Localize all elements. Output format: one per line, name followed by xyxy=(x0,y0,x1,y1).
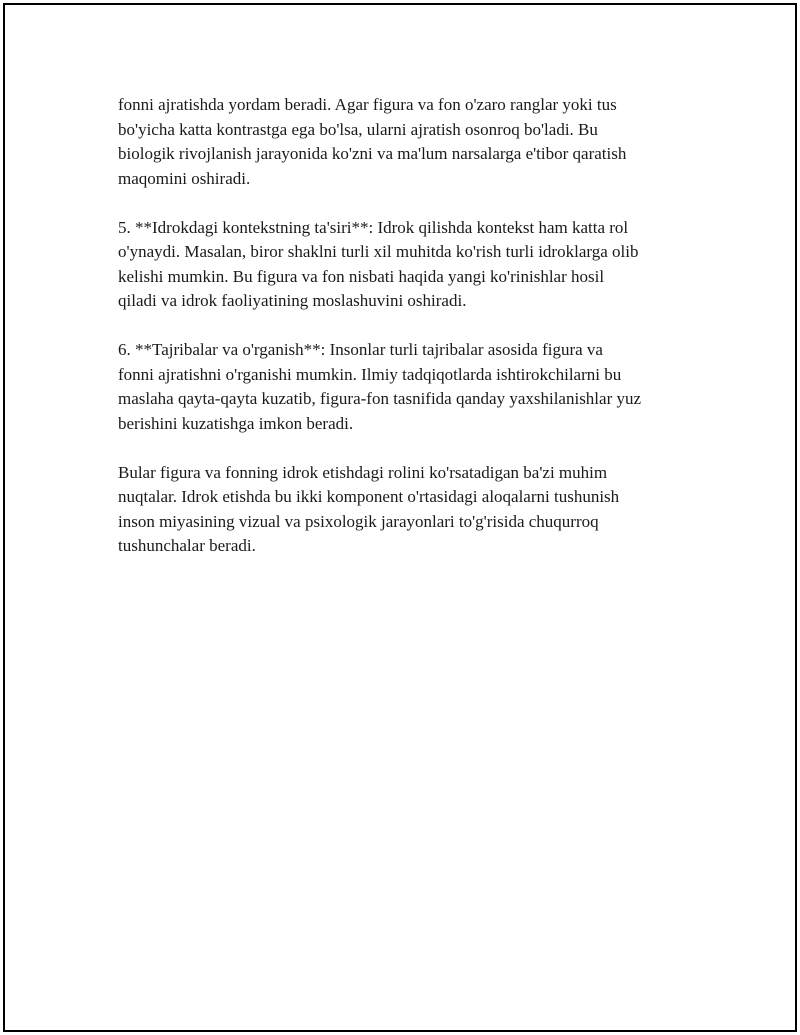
paragraph-4 xyxy=(118,461,698,559)
text-line: qiladi va idrok faoliyatining moslashuvini oshiradi. xyxy=(118,291,467,310)
text-line: maslaha qayta-qayta kuzatib, figura-fon tasnifida qanday yaxshilanishlar yuz xyxy=(118,389,642,408)
text-line: nuqtalar. Idrok etishda bu ikki komponent o'rtasidagi aloqalarni tushunish xyxy=(118,487,620,506)
text-line: 6. **Tajribalar va o'rganish**: Insonlar turli tajribalar asosida figura va xyxy=(118,340,603,359)
paragraph-1 xyxy=(118,93,698,191)
text-line: maqomini oshiradi. xyxy=(118,168,251,188)
text-line: 5. **Idrokdagi kontekstning ta'siri**: Idrok qilishda kontekst ham katta rol xyxy=(118,217,629,237)
text-line: kelishi mumkin. Bu figura va fon nisbati haqida yangi ko'rinishlar hosil xyxy=(118,266,605,286)
text-line: berishini kuzatishga imkon beradi. xyxy=(118,413,354,433)
text-line: fonni ajratishda yordam beradi. Agar figura va fon o'zaro ranglar yoki tus xyxy=(118,95,617,114)
text-line: tushunchalar beradi. xyxy=(118,536,256,555)
text-line: fonni ajratishni o'rganishi mumkin. Ilmiy tadqiqotlarda ishtirokchilarni bu xyxy=(118,364,622,384)
text-line: inson miyasining vizual va psixologik jarayonlari to'g'risida chuqurroq xyxy=(118,511,599,531)
text-line: o'ynaydi. Masalan, biror shaklni turli xil muhitda ko'rish turli idroklarga olib xyxy=(118,242,639,261)
text-line: Bular figura va fonning idrok etishdagi rolini ko'rsatadigan ba'zi muhim xyxy=(118,462,608,482)
text-line: biologik rivojlanish jarayonida ko'zni va ma'lum narsalarga e'tibor qaratish xyxy=(118,144,627,163)
paragraph-2 xyxy=(118,216,698,314)
paragraph-3 xyxy=(118,338,698,436)
document-body xyxy=(118,93,698,583)
text-line: bo'yicha katta kontrastga ega bo'lsa, ularni ajratish osonroq bo'ladi. Bu xyxy=(118,119,598,139)
